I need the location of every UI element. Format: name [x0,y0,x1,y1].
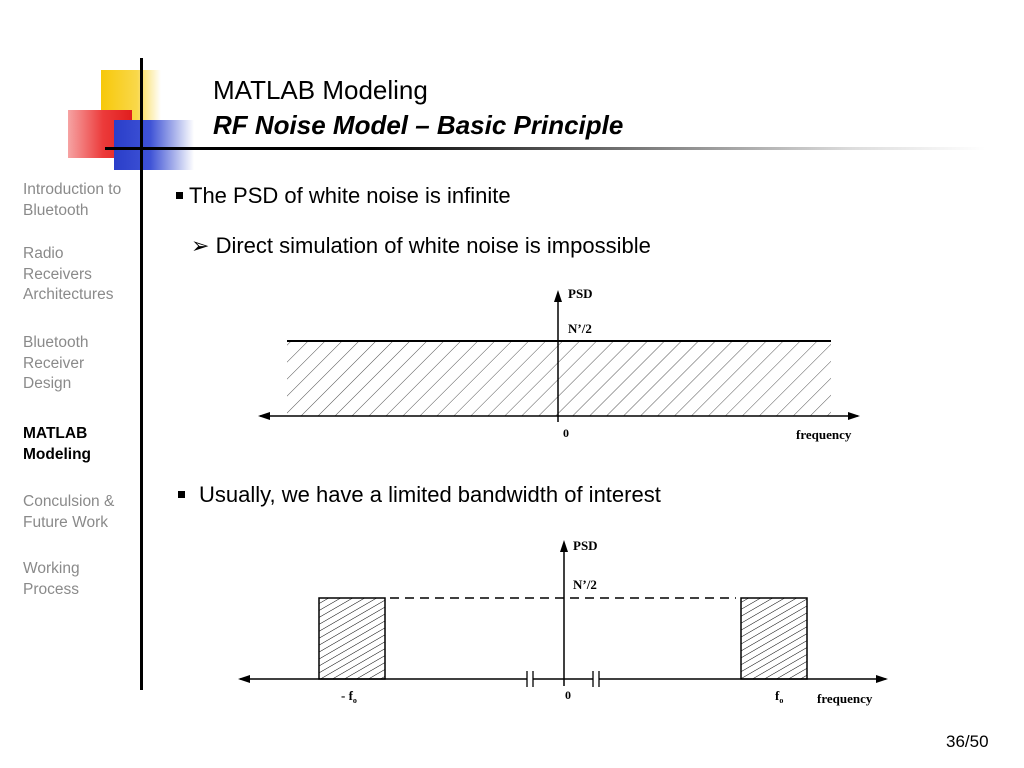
y-axis-label: PSD [573,538,598,553]
origin-label: 0 [565,688,571,702]
negative-band [319,598,385,679]
page-number: 36/50 [946,732,989,751]
bandlimited-noise-psd-figure [230,530,900,715]
sub-bullet-text: Direct simulation of white noise is impossible [215,233,651,258]
bullet-text: Usually, we have a limited bandwidth of interest [199,482,661,507]
axis-break-left [527,671,533,687]
sidebar-item-radio-receivers[interactable]: Radio Receivers Architectures [23,245,114,303]
slide-subtitle: RF Noise Model – Basic Principle [213,110,624,140]
origin-label: 0 [563,426,569,440]
sidebar-item-working-process[interactable]: Working Process [23,560,80,598]
sub-bullet-simulation [191,233,651,259]
axis-break-right [593,671,599,687]
pos-freq-label: $f_o$ [775,688,784,705]
sidebar-item-matlab-modeling[interactable]: MATLAB Modeling [23,425,92,463]
x-axis-label: frequency [796,427,852,442]
neg-freq-label: - $f_o$ [341,688,357,705]
y-axis-arrow [560,540,568,552]
x-axis-left-arrow [238,675,250,683]
header-divider [105,147,985,150]
bullet-square-icon [176,192,183,199]
vertical-divider [140,58,143,690]
sidebar-item-conclusion[interactable]: Conculsion & Future Work [23,493,115,531]
y-axis-arrow [554,290,562,302]
bullet-text: The PSD of white noise is infinite [189,183,511,208]
level-label: N’/2 [573,577,597,592]
logo-blue-square [114,120,194,170]
psd-hatched-area [287,341,831,416]
y-axis-label: PSD [568,286,593,301]
x-axis-left-arrow [258,412,270,420]
level-label: N’/2 [568,321,592,336]
arrow-bullet-icon: ➢ [191,233,210,258]
sidebar-item-bluetooth-receiver[interactable]: Bluetooth Receiver Design [23,334,89,392]
positive-band [741,598,807,679]
slide-title: MATLAB Modeling [213,75,428,105]
white-noise-psd-figure [250,280,870,450]
sidebar-item-introduction[interactable]: Introduction to Bluetooth [23,181,122,219]
x-axis-right-arrow [848,412,860,420]
x-axis-label: frequency [817,691,873,706]
bullet-psd-infinite [176,183,511,209]
bullet-square-icon [178,491,185,498]
bullet-limited-bandwidth [178,482,661,508]
x-axis-right-arrow [876,675,888,683]
